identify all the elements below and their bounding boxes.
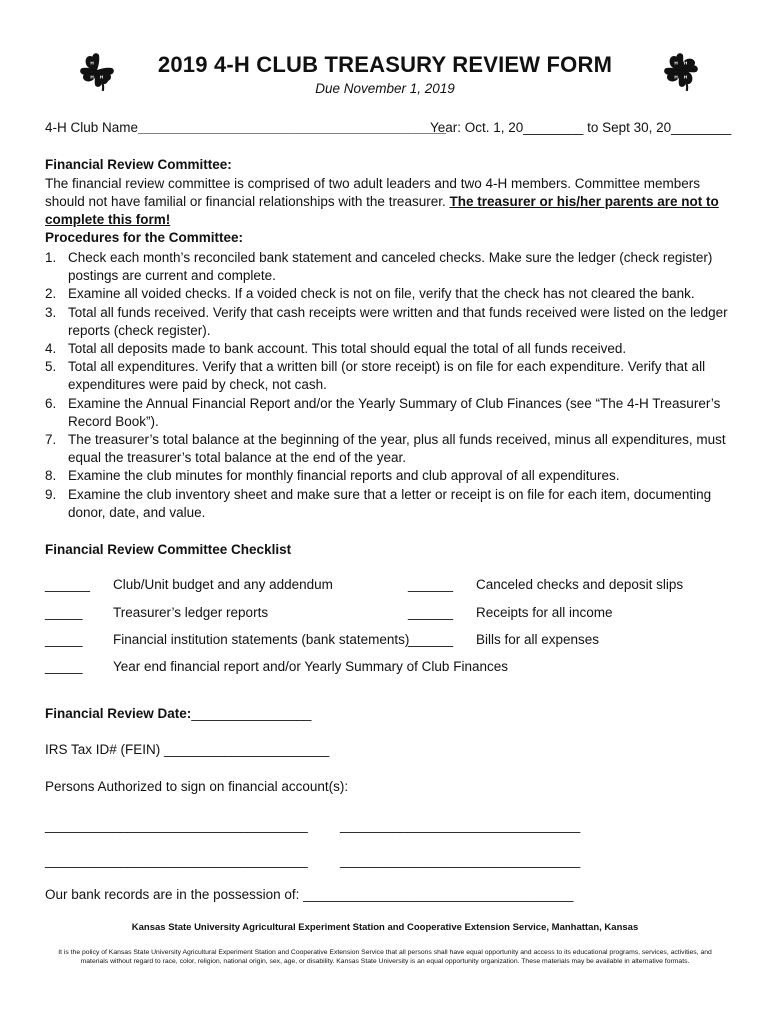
irs-row [45,742,329,757]
persons-authorized-label: Persons Authorized to sign on financial account(s): [45,779,349,794]
irs-field[interactable]: ______________________ [164,742,330,757]
due-date: Due November 1, 2019 [315,81,455,96]
procedure-number: 2. [45,286,57,302]
svg-text:H: H [99,61,104,67]
footer-institution: Kansas State University Agricultural Experiment Station and Cooperative Extension Service, Manhattan, Kansas [131,922,639,933]
procedure-item [45,340,735,358]
procedure-text: Total all expenditures. Verify that a written bill (or store receipt) is on file for each expenditure. Verify that all expenditures were paid by check, not cash. [68,359,706,393]
procedure-text: Total all funds received. Verify that cash receipts were written and that funds received were listed on the ledger reports (check register). [68,304,728,338]
club-name-field[interactable]: _________________________________________ [138,120,446,135]
club-name-row [45,120,446,135]
procedure-number: 8. [45,468,57,484]
committee-text: The financial review committee is comprised of two adult leaders and two 4-H members. Committee members should not have familial or financial relationships with the treasurer. [45,176,700,209]
checklist-label: Year end financial report and/or Yearly Summary of Club Finances [113,659,508,674]
form-title: 2019 4-H CLUB TREASURY REVIEW FORM [157,52,613,77]
procedure-number: 3. [45,304,57,320]
checklist-blank[interactable]: ______ [408,577,454,592]
procedure-item [45,249,735,285]
review-date-row [45,706,311,721]
year-field[interactable]: Year: Oct. 1, 20________ to Sept 30, 20________ [430,120,732,135]
svg-text:H: H [674,75,678,81]
procedure-number: 4. [45,341,57,357]
procedure-number: 9. [45,486,57,502]
procedure-text: Examine the club inventory sheet and make sure that a letter or receipt is on file for each item, documenting donor, date, and value. [68,486,712,520]
review-date-field[interactable]: ________________ [191,706,312,721]
checklist-label: Club/Unit budget and any addendum [113,577,333,592]
svg-text:H: H [90,61,94,67]
checklist-heading: Financial Review Committee Checklist [45,542,292,557]
procedure-text: Examine all voided checks. If a voided check is not on file, verify that the check has not cleared the bank. [68,286,695,302]
procedure-number: 7. [45,432,57,448]
procedure-text: Examine the Annual Financial Report and/or the Yearly Summary of Club Finances (see “The 4-H Treasurer’s Record Book”). [68,395,721,429]
procedure-text: Total all deposits made to bank account. This total should equal the total of all funds received. [68,341,627,357]
signer-line-1-right[interactable]: ________________________________ [340,818,581,833]
svg-text:H: H [683,75,688,81]
bank-records-field[interactable]: ____________________________________ [303,887,574,902]
procedure-item [45,486,735,522]
svg-text:H: H [674,61,678,67]
procedure-item [45,467,735,485]
checklist-label: Treasurer’s ledger reports [113,605,269,620]
bank-records-label: Our bank records are in the possession of: [45,887,304,902]
committee-heading: Financial Review Committee: [45,157,232,172]
procedure-item [45,431,735,467]
svg-text:H: H [99,75,104,81]
signer-line-2-left[interactable]: ___________________________________ [45,853,308,868]
checklist-label: Receipts for all income [476,605,613,620]
checklist-blank[interactable]: _____ [45,632,83,647]
procedure-text: Examine the club minutes for monthly financial reports and club approval of all expenditures. [68,468,620,484]
club-name-label: 4-H Club Name [45,120,139,135]
checklist-blank[interactable]: ______ [45,577,91,592]
signer-line-2-right[interactable]: ________________________________ [340,853,581,868]
committee-paragraph [45,175,735,229]
procedure-text: The treasurer’s total balance at the beginning of the year, plus all funds received, minus all expenditures, must equal the treasurer’s total balance at the end of the year. [68,432,726,466]
review-date-label: Financial Review Date: [45,706,192,721]
bank-records-row [45,887,573,902]
procedure-item [45,358,735,394]
procedures-list [45,249,735,522]
procedure-number: 1. [45,250,57,265]
checklist-blank[interactable]: _____ [45,605,83,620]
checklist-label: Financial institution statements (bank statements) [113,632,410,647]
procedure-item [45,304,735,340]
checklist-blank[interactable]: ______ [408,632,454,647]
checklist-blank[interactable]: ______ [408,605,454,620]
signer-line-1-left[interactable]: ___________________________________ [45,818,308,833]
checklist-label: Bills for all expenses [476,632,600,647]
checklist-label: Canceled checks and deposit slips [476,577,684,592]
procedure-item [45,395,735,431]
footer-policy: It is the policy of Kansas State University Agricultural Experiment Station and Cooperative Extension Service that all persons shall have equal opportunity and access to its educational programs, services, activities, and materials without regard to race, color, religion, national origin, sex, age, or disability. Kansas State University is an equal opportunity organization. These materials may be available in alternative formats. [58,949,712,966]
procedure-number: 6. [45,395,57,411]
committee-warning: The treasurer or his/her parents are not to complete this form! [45,194,719,227]
checklist-blank[interactable]: _____ [45,659,83,674]
procedure-number: 5. [45,359,57,375]
procedures-heading: Procedures for the Committee: [45,230,244,245]
procedure-item [45,285,735,303]
procedure-text: Check each month’s reconciled bank statement and canceled checks. Make sure the ledger (check register) postings are current and complete. [68,250,713,284]
svg-text:H: H [90,75,94,81]
svg-text:H: H [683,61,688,67]
irs-label: IRS Tax ID# (FEIN) [45,742,165,757]
